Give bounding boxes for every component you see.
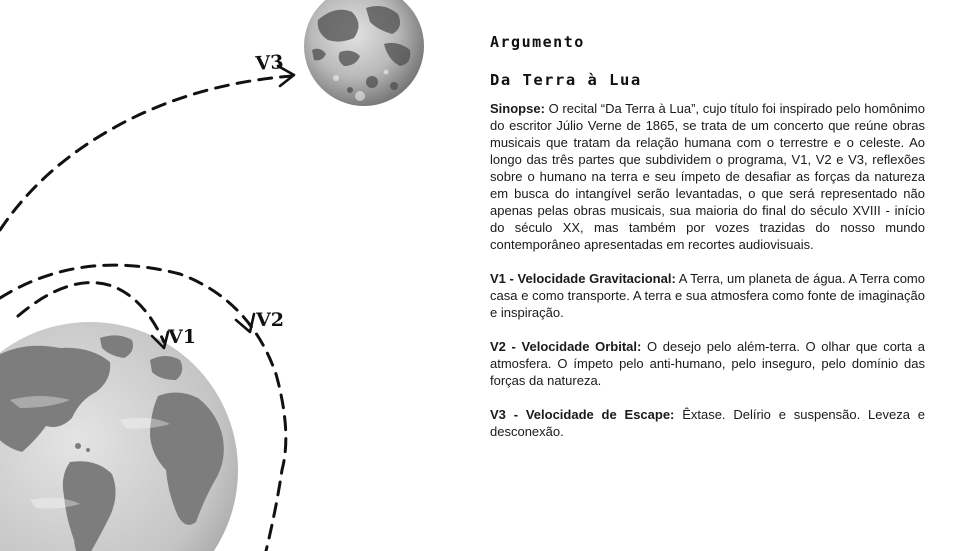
synopsis-text: O recital “Da Terra à Lua”, cujo título foi inspirado pelo homônimo do escritor Júlio Verne de 1865, se trata de um concerto que reúne obras musicais que tratam da relação humana com o terrestre e o celeste. Ao longo das três partes que subdividem o programa, V1, V2 e V3, reflexões sobre o humano na terra e seu ímpeto de desafiar as forças da natureza em busca do intangível serão levantadas, o que será representado não apenas pelas obras musicais, sua maioria do final do século XVIII - início do século XX, mas também por vozes trazidas do nosso mundo contemporâneo apresentadas em recortes audiovisuais. (490, 101, 925, 252)
section-v2-label: V2 - Velocidade Orbital: (490, 339, 642, 354)
section-v1-text: A Terra, um planeta de água. A Terra como casa e como transporte. A terra e sua atmosfera como fonte de imaginação e inspiração. (490, 271, 925, 320)
orbit-path-v3 (0, 76, 292, 230)
synopsis-label: Sinopse: (490, 101, 545, 116)
label-v1: V1 (168, 326, 196, 348)
orbit-illustration (0, 0, 480, 551)
section-v3-paragraph (490, 406, 925, 440)
section-heading: Argumento (490, 33, 585, 51)
section-v1-label: V1 - Velocidade Gravitacional: (490, 271, 676, 286)
label-v2: V2 (256, 309, 284, 331)
argument-text-column (490, 32, 925, 440)
label-v3: V3 (254, 51, 285, 75)
section-v2-paragraph (490, 338, 925, 389)
section-v2-text: O desejo pelo além-terra. O olhar que corta a atmosfera. O ímpeto pelo anti-humano, pelo inseguro, pelo domínio das forças da natureza. (490, 339, 925, 388)
moon-image (304, 0, 424, 106)
section-v3-text: Êxtase. Delírio e suspensão. Leveza e desconexão. (490, 407, 925, 439)
section-v3-label: V3 - Velocidade de Escape: (490, 407, 675, 422)
section-v1-paragraph (490, 270, 925, 321)
earth-image (0, 322, 238, 551)
synopsis-paragraph (490, 100, 925, 253)
page-title: Da Terra à Lua (490, 71, 642, 89)
